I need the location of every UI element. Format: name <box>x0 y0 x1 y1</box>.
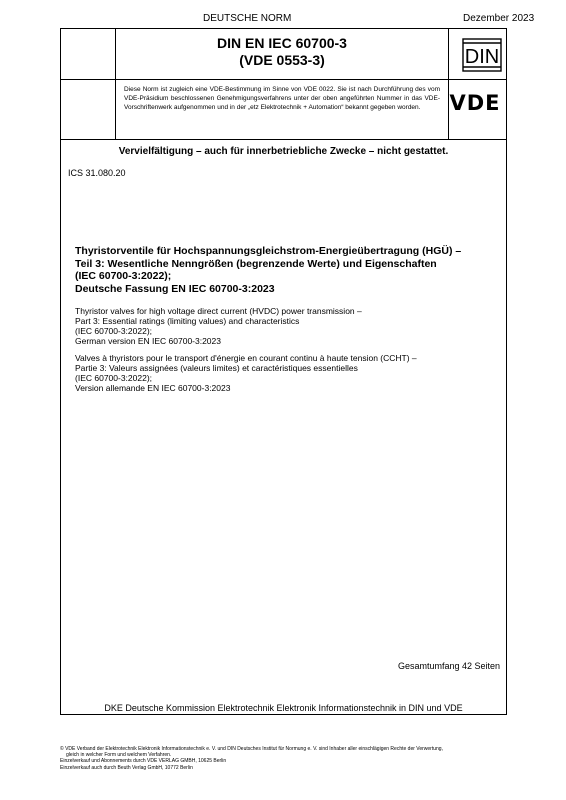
norm-label: DEUTSCHE NORM <box>203 13 292 24</box>
din-logo-icon <box>462 38 502 72</box>
title-line: Version allemande EN IEC 60700-3:2023 <box>75 383 231 393</box>
footer-line: Einzelverkauf auch durch Beuth Verlag GmbH, 10772 Berlin <box>60 764 193 771</box>
copy-notice: Vervielfältigung – auch für innerbetriebliche Zwecke – nicht gestattet. <box>118 146 449 157</box>
vde-logo: VDE <box>449 91 501 115</box>
header-bottom-divider <box>61 139 506 140</box>
title-line: Thyristor valves for high voltage direct current (HVDC) power transmission – <box>75 306 362 316</box>
right-column-divider <box>448 29 449 139</box>
footer-line: gleich in welcher Form und welchem Verfahren. <box>66 752 172 759</box>
title-line: Partie 3: Valeurs assignées (valeurs limites) et caractéristiques essentielles <box>75 363 358 373</box>
left-column-divider <box>115 29 116 139</box>
title-line: (IEC 60700-3:2022); <box>75 373 153 383</box>
total-pages: Gesamtumfang 42 Seiten <box>397 661 500 671</box>
copyright-footer <box>60 746 540 771</box>
title-line: Teil 3: Wesentliche Nenngrößen (begrenzende Werte) und Eigenschaften <box>75 257 437 270</box>
standard-title <box>120 35 444 69</box>
title-line: (IEC 60700-3:2022); <box>75 326 153 336</box>
title-line: Deutsche Fassung EN IEC 60700-3:2023 <box>75 282 275 295</box>
vde-notice: Diese Norm ist zugleich eine VDE-Bestimmung im Sinne von VDE 0022. Sie ist nach Durchführung des vom VDE-Präsidium beschlossenen Genehmigungsverfahrens unter der oben angeführten Nummer in das VDE-Vorschriftenwerk aufgenommen und in der „etz Elektrotechnik + Automation“ bekannt gegeben worden. <box>124 86 440 111</box>
title-line: Valves à thyristors pour le transport d'énergie en courant continu à haute tension (CCHT) – <box>75 353 417 363</box>
title-line: German version EN IEC 60700-3:2023 <box>75 336 221 346</box>
vde-number: (VDE 0553-3) <box>239 52 325 68</box>
title-line: Thyristorventile für Hochspannungsgleichstrom-Energieübertragung (HGÜ) – <box>75 245 462 257</box>
din-logo <box>462 37 502 73</box>
footer-line: Einzelverkauf und Abonnements durch VDE VERLAG GMBH, 10625 Berlin <box>60 758 227 765</box>
title-line: Part 3: Essential ratings (limiting values) and characteristics <box>75 316 300 326</box>
publication-date: Dezember 2023 <box>463 13 535 24</box>
footer-line: © VDE Verband der Elektrotechnik Elektronik Informationstechnik e. V. und DIN Deutsches Institut für Normung e. V. sind Inhaber aller einschlägigen Rechte der Verwertung, <box>60 746 443 752</box>
title-french <box>75 353 505 393</box>
row-divider <box>61 79 506 80</box>
standard-number: DIN EN IEC 60700-3 <box>217 35 347 51</box>
title-line: (IEC 60700-3:2022); <box>75 270 172 282</box>
title-english <box>75 306 505 346</box>
dke-line: DKE Deutsche Kommission Elektrotechnik Elektronik Informationstechnik in DIN und VDE <box>104 703 463 713</box>
ics-code: ICS 31.080.20 <box>68 168 126 178</box>
din-logo-text: DIN <box>464 46 500 68</box>
title-german <box>75 245 505 295</box>
